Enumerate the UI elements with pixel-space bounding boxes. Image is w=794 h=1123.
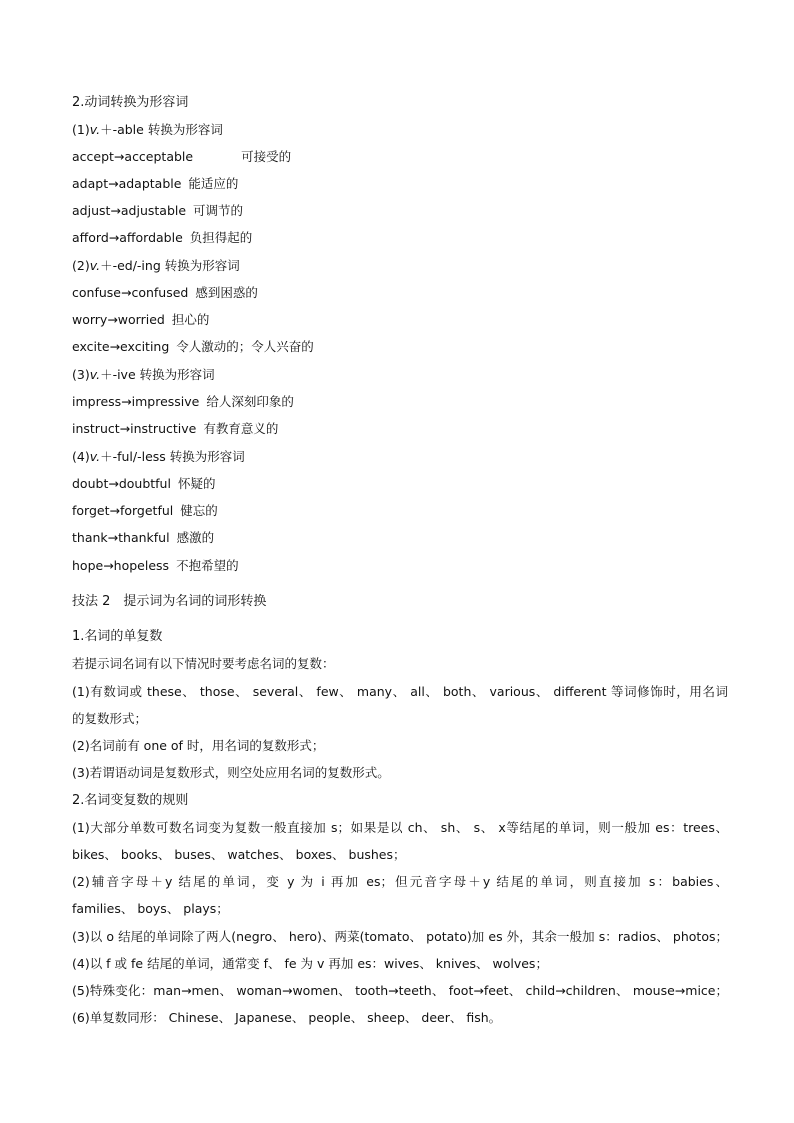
vocab-item bbox=[72, 175, 728, 193]
vocab-meaning: 令人激动的；令人兴奋的 bbox=[176, 339, 314, 354]
paragraph: 若提示词名词有以下情况时要考虑名词的复数： bbox=[72, 656, 335, 671]
vocab-meaning: 健忘的 bbox=[180, 503, 218, 518]
rule-item: (1)大部分单数可数名词变为复数一般直接加 s；如果是以 ch、 sh、 s、 x等结尾的单词，则一般加 es：trees、 bbox=[72, 820, 728, 835]
group-header-ful-less bbox=[72, 448, 728, 466]
group-header-ive bbox=[72, 366, 728, 384]
group-header-able bbox=[72, 121, 728, 139]
paragraph: (1)有数词或 these、 those、 several、 few、 many、 all、 both、 various、 different 等词修饰时，用名词 bbox=[72, 684, 728, 699]
rule-item: (6)单复数同形： Chinese、 Japanese、 people、 sheep、 deer、 fish。 bbox=[72, 1010, 502, 1025]
vocab-word: doubt→doubtful bbox=[72, 476, 171, 491]
vocab-meaning: 负担得起的 bbox=[189, 230, 253, 245]
vocab-item bbox=[72, 502, 728, 520]
rule-item: families、 boys、 plays； bbox=[72, 901, 229, 916]
vocab-item bbox=[72, 338, 728, 356]
group-number: (2) bbox=[72, 258, 90, 273]
vocab-word: hope→hopeless bbox=[72, 558, 170, 573]
vocab-meaning: 担心的 bbox=[171, 312, 210, 327]
vocab-word: excite→exciting bbox=[72, 339, 170, 354]
rule-item: (5)特殊变化：man→men、 woman→women、 tooth→teeth、 foot→feet、 child→children、 mouse→mice； bbox=[72, 983, 728, 998]
rule-item: (2)辅音字母＋y 结尾的单词，变 y 为 i 再加 es；但元音字母＋y 结尾的单词，则直接加 s：babies、 bbox=[72, 874, 728, 889]
vocab-item bbox=[72, 202, 728, 220]
vocab-item bbox=[72, 529, 728, 547]
vocab-meaning: 不抱希望的 bbox=[176, 558, 239, 573]
group-rule: ＋-ive 转换为形容词 bbox=[100, 367, 215, 382]
vocab-meaning: 能适应的 bbox=[188, 176, 239, 191]
verb-abbrev: v. bbox=[89, 367, 101, 382]
vocab-item bbox=[72, 475, 728, 493]
vocab-word: accept→acceptable bbox=[72, 149, 194, 164]
vocab-item bbox=[72, 557, 728, 575]
vocab-item bbox=[72, 284, 728, 302]
vocab-meaning: 感到困惑的 bbox=[195, 285, 258, 300]
vocab-meaning: 怀疑的 bbox=[177, 476, 216, 491]
vocab-item bbox=[72, 420, 728, 438]
group-header-ed-ing bbox=[72, 257, 728, 275]
rule-item: bikes、 books、 buses、 watches、 boxes、 bushes； bbox=[72, 847, 406, 862]
section-title-verb-to-adjective: 2.动词转换为形容词 bbox=[72, 95, 189, 110]
paragraph: 的复数形式； bbox=[72, 711, 148, 726]
vocab-word: instruct→instructive bbox=[72, 421, 197, 436]
subsection-title-plural-rules: 2.名词变复数的规则 bbox=[72, 793, 189, 808]
group-rule: ＋-ed/-ing 转换为形容词 bbox=[100, 258, 240, 273]
vocab-word: forget→forgetful bbox=[72, 503, 174, 518]
technique-2-title: 技法 2 提示词为名词的词形转换 bbox=[72, 594, 267, 609]
vocab-item bbox=[72, 229, 728, 247]
group-number: (3) bbox=[72, 367, 90, 382]
verb-abbrev: v. bbox=[89, 449, 101, 464]
vocab-meaning: 可接受的 bbox=[241, 149, 292, 164]
vocab-meaning: 感激的 bbox=[176, 530, 215, 545]
verb-abbrev: v. bbox=[89, 258, 101, 273]
verb-abbrev: v. bbox=[89, 122, 101, 137]
rule-item: (4)以 f 或 fe 结尾的单词，通常变 f、 fe 为 v 再加 es：wives、 knives、 wolves； bbox=[72, 956, 548, 971]
vocab-word: thank→thankful bbox=[72, 530, 170, 545]
vocab-item bbox=[72, 311, 728, 329]
vocab-item bbox=[72, 393, 728, 411]
paragraph: (3)若谓语动词是复数形式，则空处应用名词的复数形式。 bbox=[72, 765, 390, 780]
vocab-word: worry→worried bbox=[72, 312, 165, 327]
group-rule: ＋-able 转换为形容词 bbox=[100, 122, 223, 137]
vocab-meaning: 给人深刻印象的 bbox=[206, 394, 294, 409]
paragraph: (2)名词前有 one of 时，用名词的复数形式； bbox=[72, 738, 325, 753]
vocab-word: afford→affordable bbox=[72, 230, 183, 245]
vocab-word: confuse→confused bbox=[72, 285, 189, 300]
vocab-item bbox=[72, 148, 728, 166]
group-rule: ＋-ful/-less 转换为形容词 bbox=[100, 449, 245, 464]
vocab-word: impress→impressive bbox=[72, 394, 200, 409]
vocab-word: adjust→adjustable bbox=[72, 203, 187, 218]
group-number: (1) bbox=[72, 122, 90, 137]
vocab-word: adapt→adaptable bbox=[72, 176, 182, 191]
vocab-meaning: 可调节的 bbox=[193, 203, 244, 218]
vocab-meaning: 有教育意义的 bbox=[203, 421, 279, 436]
group-number: (4) bbox=[72, 449, 90, 464]
subsection-title-singular-plural: 1.名词的单复数 bbox=[72, 629, 163, 644]
rule-item: (3)以 o 结尾的单词除了两人(negro、 hero)、两菜(tomato、 potato)加 es 外，其余一般加 s：radios、 photos； bbox=[72, 929, 728, 944]
